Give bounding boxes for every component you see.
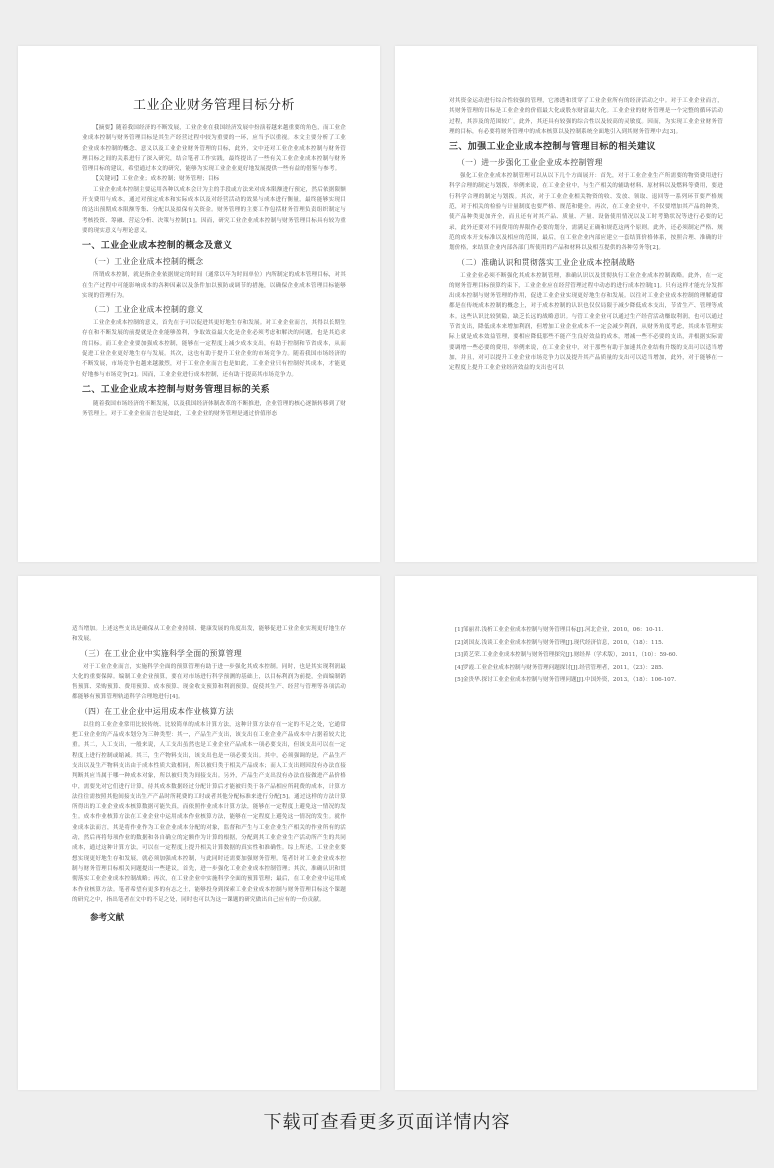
reference-item: [2]刘国友.浅谈工业企业成本控制与财务管理[J].现代经济信息，2010，（18）：115. (455, 639, 664, 646)
download-more-link[interactable]: 下载可查看更多页面详情内容 (263, 1112, 511, 1133)
section-heading: 二、工业企业成本控制与财务管理目标的关系 (82, 384, 271, 395)
reference-item: [3]黄艺荣.工业企业成本控制与财务管理探究[J].财经界（学术版），2011，（10）：59-60. (455, 652, 678, 658)
body-paragraph: 对于工业企业而言，实施科学全面的预算管理有助于进一步强化其成本控制。同时，也是其实现利润最大化的重要保障。编制工业企业预算，要在对市场进行科学预测的基础上，以目标利润为前提，全面编制销售预算、采购预算、费用预算、成本预算、现金收支预算和利润预算，促使其生产、经营与管理等各项活动都能够有预算管理轨道科学合理地进行[4]。 (72, 663, 346, 701)
intro-paragraph: 工业企业成本控制主要运用各种以成本会计为主的手段或方法来对成本限额进行预定，然后依据限额开支费用与成本，通过对预定成本和实际成本以及对经营活动的效果与成本进行衡量，最终能够实现目的达出预期成本限额等集、分配以及拟保有关资金。财务管理的主要工作包括财务管理负责组织制定与考核投资、筹融、营运分析、决策与控制[1]。因而，研究工业企业成本控制与财务管理目标具有较为重要的现实意义与理论意义。 (82, 186, 346, 234)
body-paragraph: 以往的工业企业常用比较传统、比较简单的成本计算方法，这种计算方法存在一定的不足之处，它通常把工业企业的产品成本划分为三种类型：其一，产品生产支出，该支出在工业企业产品成本中占据着较大比重。其二，人工支出，一般来说，人工支出虽然也是工业企业产品成本一项必要支出，但该支出可以在一定程度上进行控制或缩减。其三，生产物料支出，该支出也是一项必要支出。其中，必须强调的是，产品生产支出以及生产物料支出由于成本性质大致相同，所以被归类于相关产品成本；而人工支出则因没有办法直接判断其应当属于哪一种成本对象，所以被归类为间接支出。另外，产品生产支出没有办法直接做进产品价格中，需要先对它们进行计算，待其成本数据经过分配计算后才能被归类于各产品相应所耗费的成本，计算方法往往需按照其他间接支出生产产品时所耗费的工时或者其他分配标准来进行分配[5]。通过这样的方法计算所得出的工业企业成本核算数据可能失真，而依照作业成本计算方法，能够在一定程度上避免这一情况的发生。成本作业核算方法在工业企业中运用成本作业核算方法，能够在一定程度上避免这一情况的发生。就作业成本法而言，其是将作业作为工业企业成本分配的对象，监督和产生与工业企业生产相关的作业所有的活动，然后再将每项作业的数据和各自确立的定额作为计算的根据，分配到其工业企业生产活动所产生的共同成本，通过这种计算方法，可以在一定程度上提升相关计算数据的真实性和准确性。综上所述，工业企业要想实现更好地生存和发展，就必须加强成本控制，与此同时还需要加强财务管理。笔者针对工业企业成本控制与财务管理目标相关问题提出一些建议，首先，进一步强化工业企业成本控制管理；其次，准确认识和贯彻落实工业企业成本控制战略；再次，在工业企业中实施科学全面的预算管理；最后，在工业企业中运用成本作业核算方法。笔者希望有更多的有志之士，能够投身到探索工业企业成本控制与财务管理目标这个课题的研究之中，指出笔者在文中的不足之处，同时也可以为这一课题的研究做出自己应有的一份贡献。 (72, 721, 346, 903)
abstract-paragraph: 【摘要】随着我国经济的不断发展，工业企业在我国经济发展中扮演着越来越重要的角色，而工业企业成本控制与财务管理目标是其生产经营过程中较为重要的一环，应当予以重视。本文主要分析了工业企业成本控制的概念、意义以及工业企业财务管理的目标，此外，文中还对工业企业成本控制与财务管理目标之间的关系进行了深入研究，结合笔者工作实践，最终提出了一些有关工业企业成本控制与财务管理目标的建议，希望通过本文的研究，能够为实现工业企业更好地发展提供一些有益的借鉴与参考。 (82, 125, 346, 173)
document-page-2 (395, 46, 757, 562)
subsection-heading: （二）准确认识和贯彻落实工业企业成本控制战略 (457, 257, 636, 267)
body-paragraph: 所谓成本控制，就是指企业依据规定的时间（通常以年为时间单位）内所制定的成本管理目标，对其在生产过程中可能影响成本的各种因素以及条件加以预防或调节的措施，以确保企业成本管理目标能够实现的管理行为。 (82, 272, 346, 299)
body-paragraph: 工业企业成本控制的意义，首先在于可以促进其更好地生存和发展。对工业企业而言，其得以长期生存在和不断发展的前提就是企业能够盈利，争取效益最大化是企业必须考虑和解决的问题，也是其追求的目标。而工业企业要加强成本控制，能够在一定程度上减少成本支出，有助于控制和节省成本，从而促进工业企业更好地生存与发展。其次，这也有助于提升工业企业的市场竞争力。随着我国市场经济的不断发展，市场竞争也越来越激烈，对于工业企业而言也是如此，工业企业只有控制好其成本，才能更好地参与市场竞争[2]。因而，工业企业进行成本控制，还有助于提高其市场竞争力。 (82, 320, 346, 378)
document-page-4 (395, 576, 757, 1090)
references-heading: 参考文献 (90, 913, 125, 924)
document-title: 工业企业财务管理目标分析 (132, 98, 295, 113)
section-heading: 三、加强工业企业成本控制与管理目标的相关建议 (449, 142, 656, 153)
subsection-heading: （三）在工业企业中实施科学全面的预算管理 (80, 648, 242, 658)
subsection-heading: （二）工业企业成本控制的意义 (90, 305, 204, 315)
reference-item: [5]金贵华.探讨工业企业成本控制与财务管理问题[J].中国外资，2013，（18）：106-107. (455, 677, 677, 683)
body-paragraph: 对其资金运动进行综合性较强的管理，它渗透和贯穿了工业企业所有的经济活动之中。对于工业企业而言，其财务管理的目标是工业企业的价值最大化或股东财富最大化。工业企业的财务管理是一个完整的循环活动过程，其涉及的范围较广，此外，其还具有较强的综合性以及较高的灵敏度。因而，为实现工业企业财务管理的目标，有必要将财务管理中的成本核算以及控制系统全面地引入到其财务管理中去[3]。 (449, 98, 723, 135)
section-heading: 一、工业企业成本控制的概念及意义 (82, 241, 233, 252)
subsection-heading: （一）工业企业成本控制的概念 (90, 257, 204, 267)
reference-item: [1]邹丽君.浅析工业企业成本控制与财务管理目标[J].河北企业，2010，06：10-11. (455, 627, 664, 633)
subsection-heading: （一）进一步强化工业企业成本控制管理 (457, 158, 603, 168)
keywords-paragraph: 【关键词】工业企业；成本控制；财务管理；目标 (93, 176, 220, 183)
body-paragraph: 适当增加。上述这些支出是确保从工业企业持续、健康发展的角度出发，能够促进工业企业实现更好地生存和发展。 (72, 626, 346, 643)
reference-item: [4]罗霞.工业企业成本控制与财务管理问题探讨[J].经营管理者，2011，（23）：285. (455, 664, 664, 671)
document-page-3 (18, 576, 380, 1090)
document-page-1 (18, 46, 380, 562)
body-paragraph: 工业企业必须不断强化其成本控制管理，准确认识以及贯彻执行工业企业成本控制战略。此外，在一定的财务管理目标预算约束下，工业企业应在经营管理过程中动态的进行成本控制[1]。只有这样才能充分发挥出成本控制与财务管理的作用，促进工业企业实现更好地生存和发展。以往对工业企业成本控制的理解通常都是在传统成本控制的概念上，对于成本控制的认识也仅仅局限于减少降低成本支出，节省生产、管理等成本。这些认识比较狭隘，缺乏长远的战略意识。与管工业企业可以通过生产经营活动赚取利润，也可以通过节省支出，降低成本来增加利润，但增加工业企业成本不一定会减少利润，从财务角度考虑，其成本管理实际上就是成本效益管理，要相应降低那些不能产生良好效益的成本，增减一些不必要的支出，并根据实际需要调增一些必要的费用，举例来说，在工业企业中，对于那些有助于加速其企业结构升级的支出可以适当增加，并且，对可以提升工业企业市场竞争力以及提升其产品质量的支出可以适当增加，此外，对于能够在一定程度上提升工业企业经济效益的支出也可以 (449, 272, 723, 372)
body-paragraph: 随着我国市场经济的不断发展，以及我国经济体制改革的不断推进，企业管理的核心逐渐转移到了财务管理上。对于工业企业而言也是如此，工业企业的财务管理是通过价值形态 (82, 400, 346, 418)
subsection-heading: （四）在工业企业中运用成本作业核算方法 (80, 706, 234, 716)
body-paragraph: 强化工业企业成本控制管理可以从以下几个方面展开：首先，对于工业企业生产所需要的物资费用进行科学合理的制定与划拨，举例来说，在工业企业中，与生产相关的辅助材料、原材料以及燃料等费用，要进行科学合理的制定与划拨。其次，对于工业企业相关物资的收、发放、领取、退回等一系列环节要严格规范，对于相关的检验与计量制度也要严格、规范和健全。再次，在工业企业中，不仅要增加其产品的种类，使产品种类更加齐全，而且还有对其产品、质量、产量、设备使用情况以及工时考勤状况等进行必要的记录，此外还要对不同费用的界限作必要的划分，需满足正确和规范这两个原则。此外，还必须制定严格、规范的成本开支标准以及相应的范围，最后，在工业企业内部应建立一套结算价格体系，按照合理、准确的计划价格，来结算企业内部各部门所使用的产品和材料以及相互提供的各种劳务等[2]。 (449, 173, 723, 252)
